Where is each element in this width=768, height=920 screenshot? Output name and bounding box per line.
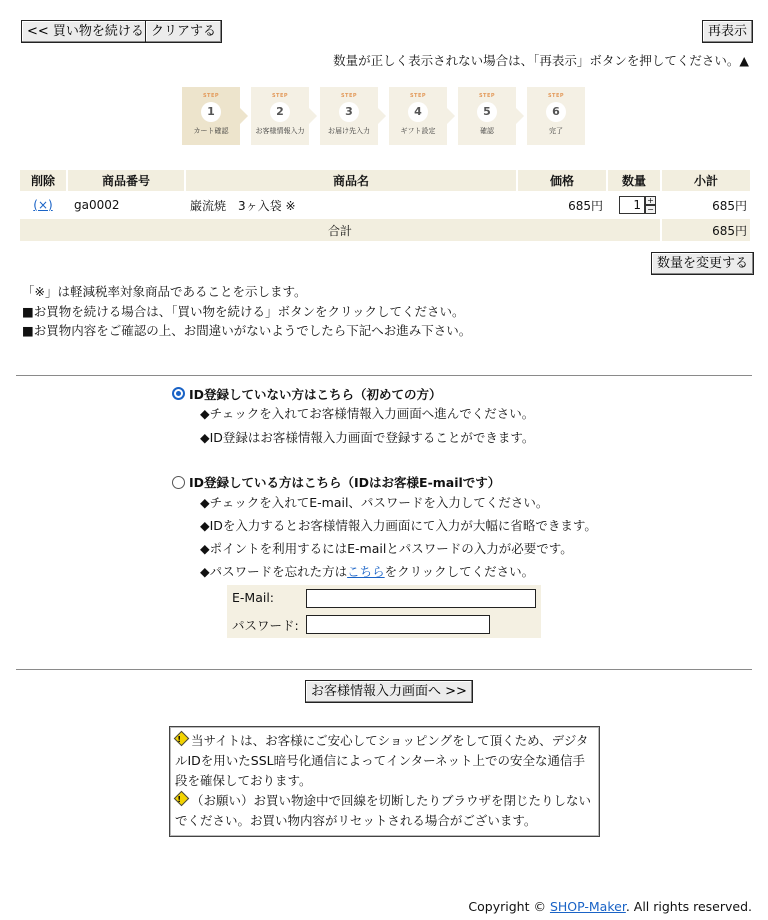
proceed-to-customer-info-button[interactable]: お客様情報入力画面へ >>: [305, 680, 473, 703]
step-label: STEP: [340, 93, 358, 99]
guest-option-line: ◆チェックを入れてお客様情報入力画面へ進んでください。: [200, 406, 535, 421]
step-caption: カート確認: [193, 127, 229, 135]
step-arrow: [240, 108, 248, 124]
quantity-input[interactable]: 1: [619, 196, 645, 214]
step-number: 2: [270, 102, 290, 122]
member-radio[interactable]: [172, 476, 185, 489]
security-text: 当サイトは、お客様にご安心してショッピングをして頂くため、デジタルIDを用いたSSL暗号化通信によってインターネット上での安全な通信手段を確保しております。: [175, 733, 589, 788]
step-6: [527, 87, 585, 145]
quantity-decrease-button[interactable]: −: [645, 205, 656, 214]
redisplay-button[interactable]: 再表示: [702, 20, 753, 43]
header-subtotal: 小計: [662, 170, 750, 191]
continue-shopping-button[interactable]: << 買い物を続ける: [21, 20, 150, 43]
step-4: [389, 87, 447, 145]
step-number: 3: [339, 102, 359, 122]
step-caption: お客様情報入力: [255, 127, 305, 135]
header-delete: 削除: [20, 170, 66, 191]
cart-header-row: [20, 170, 750, 191]
password-field[interactable]: [306, 615, 490, 634]
product-price: 685円: [568, 198, 603, 213]
request-text: （お願い）お買い物途中で回線を切断したりブラウザを閉じたりしないでください。お買い物内容がリセットされる場合がございます。: [175, 793, 592, 828]
forgot-password-link[interactable]: こちら: [347, 564, 385, 579]
guest-radio[interactable]: [172, 387, 185, 400]
step-label: STEP: [409, 93, 427, 99]
note-line: ■お買物を続ける場合は、「買い物を続ける」ボタンをクリックしてください。: [22, 303, 465, 319]
guest-option-title: ID登録していない方はこちら（初めての方）: [189, 387, 442, 402]
security-notice: [169, 726, 600, 837]
step-caption: お届け先入力: [328, 127, 370, 135]
step-arrow: [309, 108, 317, 124]
forgot-post-text: をクリックしてください。: [384, 564, 535, 579]
quantity-cell: [608, 193, 660, 217]
step-label: STEP: [547, 93, 565, 99]
request-paragraph: [175, 791, 593, 831]
step-arrow: [447, 108, 455, 124]
step-5: [458, 87, 516, 145]
header-quantity: 数量: [608, 170, 660, 191]
note-line: 「※」は軽減税率対象商品であることを示します。: [22, 284, 307, 299]
step-1: [182, 87, 240, 145]
quantity-stepper[interactable]: [645, 196, 656, 214]
note-line: ■お買物内容をご確認の上、お間違いがないようでしたら下記へお進み下さい。: [22, 323, 472, 338]
cart-notes: [22, 282, 471, 341]
warning-icon: !: [174, 731, 190, 747]
member-option-line: ◆ポイントを利用するにはE-mailとパスワードの入力が必要です。: [200, 541, 573, 556]
total-label: 合計: [20, 219, 660, 241]
total-row: [20, 219, 750, 241]
login-box: [227, 585, 541, 638]
step-caption: 確認: [480, 127, 494, 135]
shop-maker-link[interactable]: SHOP-Maker: [549, 899, 626, 914]
member-option-line: ◆IDを入力するとお客様情報入力画面にて入力が大幅に省略できます。: [200, 518, 597, 533]
step-3: [320, 87, 378, 145]
step-label: STEP: [478, 93, 496, 99]
step-arrow: [378, 108, 386, 124]
email-label: E-Mail:: [232, 590, 275, 605]
clear-cart-button[interactable]: クリアする: [145, 20, 222, 43]
step-caption: 完了: [549, 127, 563, 135]
step-label: STEP: [271, 93, 289, 99]
email-field[interactable]: [306, 589, 536, 608]
quantity-increase-button[interactable]: +: [645, 196, 656, 205]
product-name: 巌流焼 3ヶ入袋 ※: [190, 198, 296, 213]
copyright-post: . All rights reserved.: [625, 899, 752, 914]
cart-table: [18, 168, 752, 243]
step-label: STEP: [202, 93, 220, 99]
total-value: 685円: [662, 219, 750, 241]
delete-item-link[interactable]: (×): [33, 198, 53, 212]
forgot-pre-text: ◆パスワードを忘れた方は: [200, 564, 348, 579]
member-option-line: ◆チェックを入れてE-mail、パスワードを入力してください。: [200, 495, 549, 510]
guest-option-line: ◆ID登録はお客様情報入力画面で登録することができます。: [200, 430, 535, 445]
redisplay-notice: 数量が正しく表示されない場合は、「再表示」ボタンを押してください。▲: [333, 53, 749, 68]
member-option-title: ID登録している方はこちら（IDはお客様E-mailです）: [189, 475, 501, 490]
copyright: [468, 899, 752, 914]
warning-icon: !: [174, 791, 190, 807]
product-subtotal: 685円: [712, 198, 747, 213]
step-number: 5: [477, 102, 497, 122]
header-price: 価格: [518, 170, 606, 191]
step-caption: ギフト設定: [400, 127, 436, 135]
change-quantity-button[interactable]: 数量を変更する: [651, 252, 754, 275]
step-number: 6: [546, 102, 566, 122]
product-code: ga0002: [74, 198, 120, 212]
step-number: 4: [408, 102, 428, 122]
table-row: [20, 193, 750, 217]
copyright-pre: Copyright ©: [468, 899, 546, 914]
header-product-code: 商品番号: [68, 170, 184, 191]
forgot-password-line: [200, 562, 534, 580]
step-number: 1: [201, 102, 221, 122]
security-paragraph: [175, 731, 593, 791]
header-product-name: 商品名: [186, 170, 516, 191]
password-label: パスワード:: [232, 618, 299, 633]
divider: [16, 375, 752, 376]
divider: [16, 669, 752, 670]
step-arrow: [516, 108, 524, 124]
step-2: [251, 87, 309, 145]
